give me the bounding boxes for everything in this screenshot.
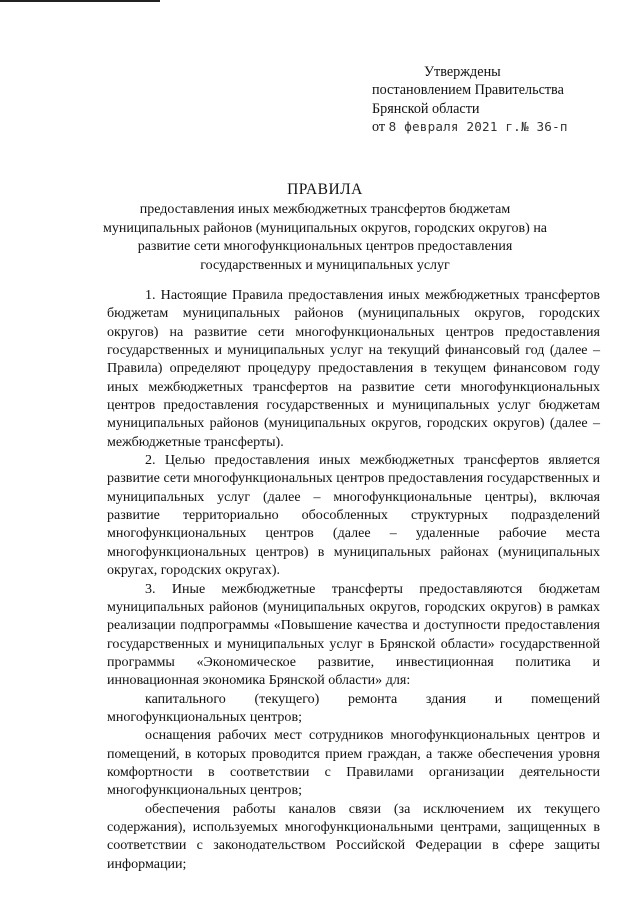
approval-block — [372, 63, 622, 136]
list-item-communication: обеспечения работы каналов связи (за исключением их текущего содержания), используемых многофункциональными центрами, защищенных в соответствии с законодательством Российской Федерации в сфере защиты информации; — [107, 800, 600, 872]
paragraph-3: 3. Иные межбюджетные трансферты предоставляются бюджетам муниципальных районов (муниципальных округов, городских округов) в рамках реализации подпрограммы «Повышение качества и доступности предоставления государственных и муниципальных услуг в Брянской области» государственной программы «Экономическое развитие, инвестиционная политика и инновационная экономика Брянской области» для: — [107, 580, 600, 689]
approval-line-4 — [372, 118, 622, 136]
approval-date-prefix: от — [372, 118, 386, 135]
approval-line-2: постановлением Правительства — [372, 82, 564, 99]
approval-line-1: Утверждены — [424, 64, 501, 80]
document-body — [107, 286, 600, 873]
paragraph-2: 2. Целью предоставления иных межбюджетных трансфертов является развитие сети многофункциональных центров предоставления государственных и муниципальных услуг (далее – многофункциональные центры), включая развитие территориально обособленных структурных подразделений многофункциональных центров (далее – удаленные рабочие места многофункциональных центров) в муниципальных районах (муниципальных округах, городских округах). — [107, 452, 600, 579]
list-item-equipment: оснащения рабочих мест сотрудников многофункциональных центров и помещений, в которых проводится прием граждан, а также обеспечения уровня комфортности в соответствии с Правилами организации деятельности многофункциональных центров; — [107, 727, 600, 799]
document-title: ПРАВИЛА — [287, 181, 363, 198]
approval-line-3: Брянской области — [372, 100, 480, 117]
top-rule — [0, 0, 160, 2]
paragraph-1: 1. Настоящие Правила предоставления иных межбюджетных трансфертов бюджетам муниципальных районов (муниципальных округов, городских округов) на развитие сети многофункциональных центров предоставления государственных и муниципальных услуг на текущий финансовый год (далее – Правила) определяют процедуру предоставления в текущем финансовом году иных межбюджетных трансфертов на развитие сети многофункциональных центров предоставления государственных и муниципальных услуг бюджетам муниципальных районов (муниципальных округов, городских округов) (далее – межбюджетные трансферты). — [107, 287, 600, 450]
document-subtitle: предоставления иных межбюджетных трансфертов бюджетам муниципальных районов (муниципальных округов, городских округов) на развитие сети многофункциональных центров предоставления государственных и муниципальных услуг — [102, 202, 548, 273]
approval-date-stamp: 8 февраля 2021 г.№ 36-п — [388, 118, 568, 134]
list-item-repair: капитального (текущего) ремонта здания и помещений многофункциональных центров; — [107, 690, 600, 725]
